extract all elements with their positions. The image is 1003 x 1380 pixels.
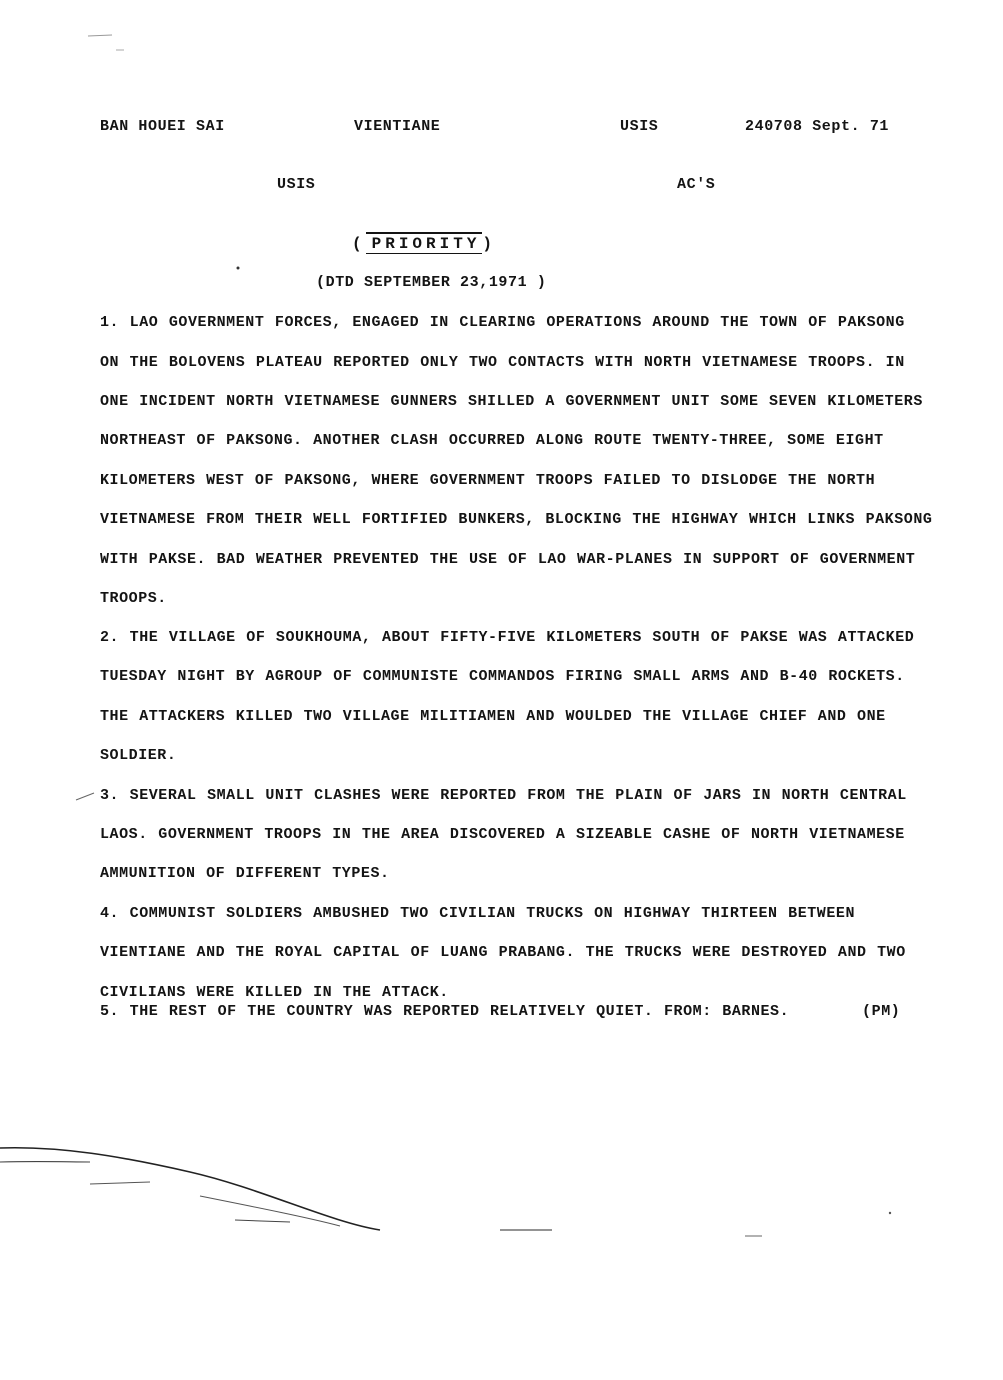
body-line: NORTHEAST OF PAKSONG. ANOTHER CLASH OCCURRED ALONG ROUTE TWENTY-THREE, SOME EIGHT bbox=[100, 432, 884, 449]
body-line: THE ATTACKERS KILLED TWO VILLAGE MILITIAMEN AND WOULDED THE VILLAGE CHIEF AND ONE bbox=[100, 708, 886, 725]
margin-tick bbox=[76, 793, 94, 800]
body-line: LAOS. GOVERNMENT TROOPS IN THE AREA DISCOVERED A SIZEABLE CASHE OF NORTH VIETNAMESE bbox=[100, 826, 905, 843]
body-line: ONE INCIDENT NORTH VIETNAMESE GUNNERS SHILLED A GOVERNMENT UNIT SOME SEVEN KILOMETERS bbox=[100, 393, 923, 410]
body-line: VIENTIANE AND THE ROYAL CAPITAL OF LUANG PRABANG. THE TRUCKS WERE DESTROYED AND TWO bbox=[100, 944, 906, 961]
body-line: 1. LAO GOVERNMENT FORCES, ENGAGED IN CLEARING OPERATIONS AROUND THE TOWN OF PAKSONG bbox=[100, 314, 905, 331]
from-agency: USIS bbox=[277, 176, 316, 193]
agency-label: USIS bbox=[620, 118, 659, 135]
priority-marker bbox=[352, 232, 496, 254]
scan-speck bbox=[889, 1212, 891, 1214]
body-line: 2. THE VILLAGE OF SOUKHOUMA, ABOUT FIFTY-FIVE KILOMETERS SOUTH OF PAKSE WAS ATTACKED bbox=[100, 629, 915, 646]
priority-label: PRIORITY bbox=[366, 232, 483, 254]
date-time-group: 240708 Sept. 71 bbox=[745, 118, 890, 135]
body-line: TROOPS. bbox=[100, 590, 167, 607]
signoff: (PM) bbox=[862, 1003, 901, 1020]
dated-line: (DTD SEPTEMBER 23,1971 ) bbox=[316, 274, 547, 291]
destination-station: VIENTIANE bbox=[354, 118, 441, 135]
scan-speck bbox=[88, 35, 112, 36]
body-line: TUESDAY NIGHT BY AGROUP OF COMMUNISTE COMMANDOS FIRING SMALL ARMS AND B-40 ROCKETS. bbox=[100, 668, 905, 685]
body-line: AMMUNITION OF DIFFERENT TYPES. bbox=[100, 865, 390, 882]
body-line: 4. COMMUNIST SOLDIERS AMBUSHED TWO CIVILIAN TRUCKS ON HIGHWAY THIRTEEN BETWEEN bbox=[100, 905, 856, 922]
body-line: WITH PAKSE. BAD WEATHER PREVENTED THE USE OF LAO WAR-PLANES IN SUPPORT OF GOVERNMENT bbox=[100, 551, 916, 568]
priority-paren-close: ) bbox=[482, 235, 497, 253]
body-line: CIVILIANS WERE KILLED IN THE ATTACK. bbox=[100, 984, 449, 1001]
info-addressee: AC'S bbox=[677, 176, 716, 193]
scan-speck bbox=[237, 267, 240, 270]
priority-paren-open: ( bbox=[352, 235, 366, 253]
body-line: 5. THE REST OF THE COUNTRY WAS REPORTED RELATIVELY QUIET. FROM: BARNES. bbox=[100, 1003, 790, 1020]
fold-streak bbox=[235, 1220, 290, 1222]
origin-station: BAN HOUEI SAI bbox=[100, 118, 225, 135]
body-line: 3. SEVERAL SMALL UNIT CLASHES WERE REPORTED FROM THE PLAIN OF JARS IN NORTH CENTRAL bbox=[100, 787, 907, 804]
body-line: SOLDIER. bbox=[100, 747, 177, 764]
body-line: KILOMETERS WEST OF PAKSONG, WHERE GOVERNMENT TROOPS FAILED TO DISLODGE THE NORTH bbox=[100, 472, 876, 489]
fold-streak bbox=[90, 1182, 150, 1184]
fold-streak bbox=[0, 1148, 380, 1230]
body-line: VIETNAMESE FROM THEIR WELL FORTIFIED BUNKERS, BLOCKING THE HIGHWAY WHICH LINKS PAKSONG bbox=[100, 511, 933, 528]
body-line: ON THE BOLOVENS PLATEAU REPORTED ONLY TWO CONTACTS WITH NORTH VIETNAMESE TROOPS. IN bbox=[100, 354, 905, 371]
